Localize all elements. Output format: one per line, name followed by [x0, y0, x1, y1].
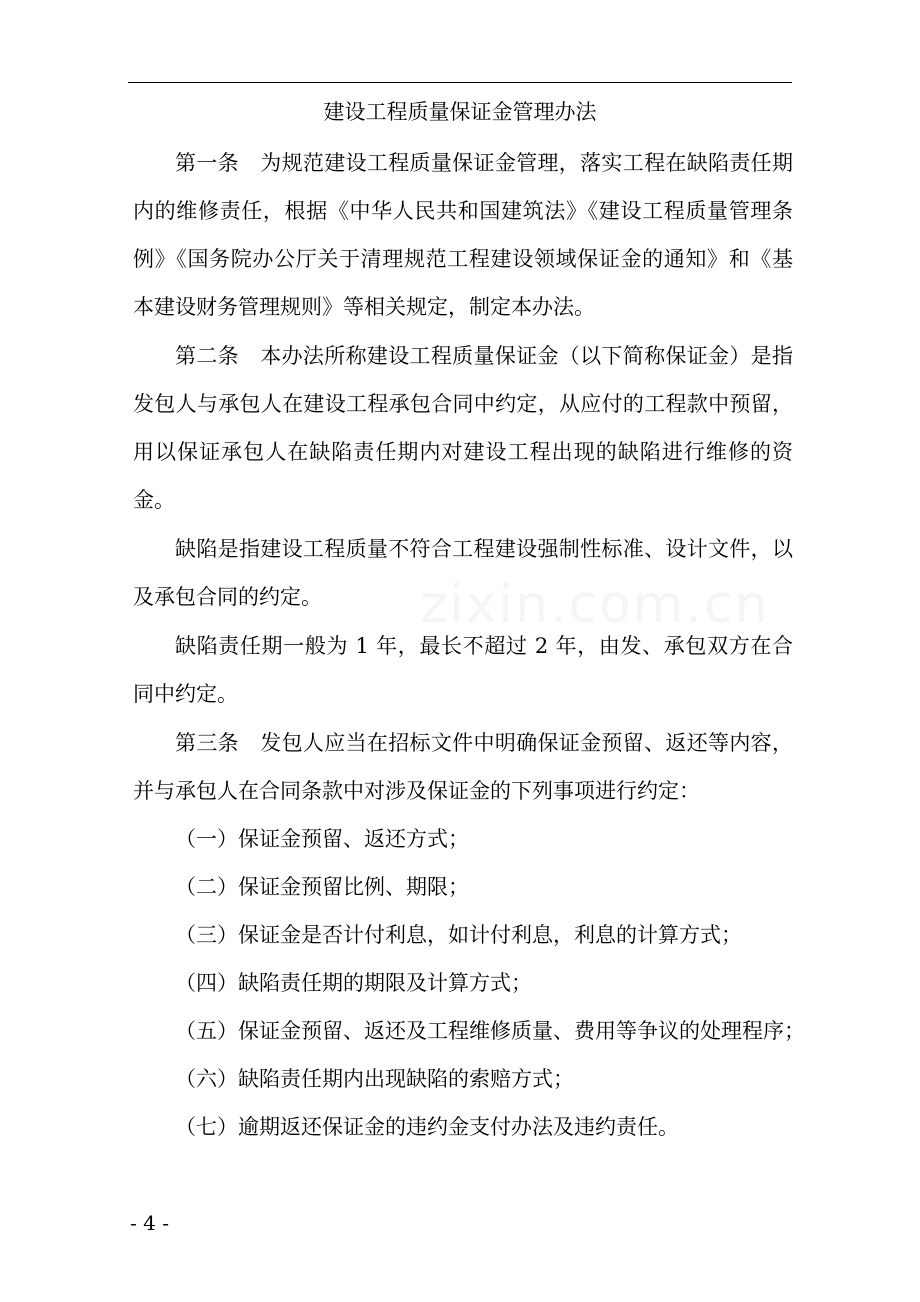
- defect-definition-paragraph: 缺陷是指建设工程质量不符合工程建设强制性标准、设计文件，以及承包合同的约定。: [133, 537, 793, 609]
- list-item-2: （二）保证金预留比例、期限；: [175, 875, 469, 899]
- list-item-3: （三）保证金是否计付利息，如计付利息，利息的计算方式；: [175, 923, 742, 947]
- article-2-paragraph: 第二条 本办法所称建设工程质量保证金（以下简称保证金）是指发包人与承包人在建设工程承包合同中约定，从应付的工程款中预留，用以保证承包人在缺陷责任期内对建设工程出现的缺陷进行维修的资金。: [133, 344, 793, 512]
- list-item-6: （六）缺陷责任期内出现缺陷的索赔方式；: [175, 1067, 574, 1091]
- list-item-7: （七）逾期返还保证金的违约金支付办法及违约责任。: [175, 1115, 679, 1139]
- document-title: 建设工程质量保证金管理办法: [323, 100, 597, 124]
- defect-period-paragraph: 缺陷责任期一般为 1 年，最长不超过 2 年，由发、承包双方在合同中约定。: [133, 634, 793, 706]
- page-number: - 4 -: [130, 1211, 169, 1235]
- article-1-paragraph: 第一条 为规范建设工程质量保证金管理，落实工程在缺陷责任期内的维修责任，根据《中华人民共和国建筑法》《建设工程质量管理条例》《国务院办公厅关于清理规范工程建设领域保证金的通知》和《基本建设财务管理规则》等相关规定，制定本办法。: [133, 151, 793, 319]
- list-item-1: （一）保证金预留、返还方式；: [175, 827, 469, 851]
- document-body: [133, 139, 805, 1151]
- list-item-5: （五）保证金预留、返还及工程维修质量、费用等争议的处理程序；: [175, 1019, 805, 1043]
- list-item-4: （四）缺陷责任期的期限及计算方式；: [175, 971, 532, 995]
- header-rule: [128, 82, 792, 83]
- watermark: zixin.com.cn: [420, 575, 770, 635]
- article-3-paragraph: 第三条 发包人应当在招标文件中明确保证金预留、返还等内容，并与承包人在合同条款中对涉及保证金的下列事项进行约定：: [133, 731, 793, 803]
